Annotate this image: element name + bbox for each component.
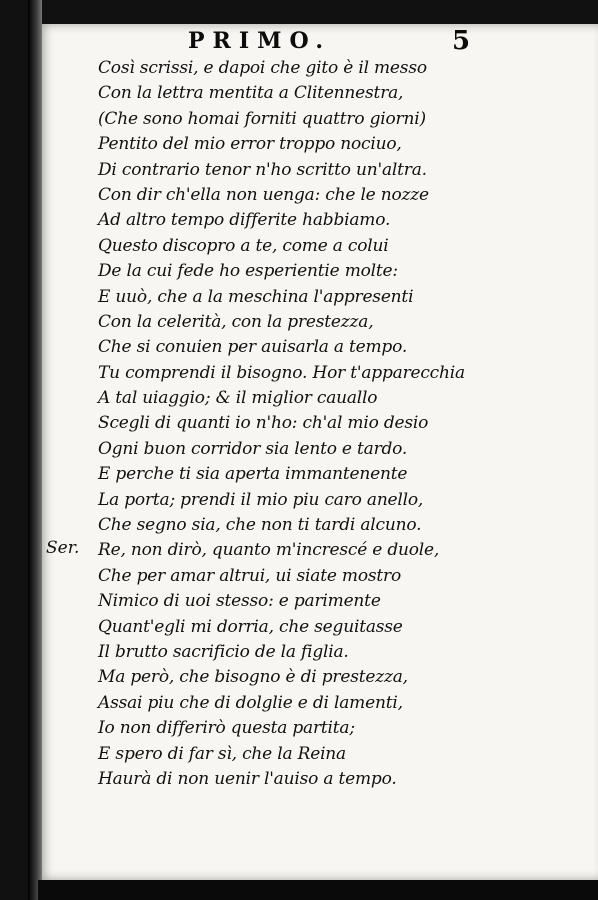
verse-line: Con dir ch'ella non uenga: che le nozze — [98, 184, 429, 205]
verse-line: E uuò, che a la meschina l'appresenti — [98, 286, 414, 307]
verse-line: Ma però, che bisogno è di prestezza, — [98, 667, 408, 688]
verse-line: Di contrario tenor n'ho scritto un'altra. — [98, 159, 427, 180]
verse-line: De la cui fede ho esperientie molte: — [98, 261, 398, 282]
verse-line: Con la celerità, con la prestezza, — [98, 311, 374, 332]
verse-line: (Che sono homai forniti quattro giorni) — [98, 108, 426, 129]
verse-block — [98, 56, 578, 792]
running-title: PRIMO. — [188, 28, 332, 54]
page-header — [0, 26, 598, 56]
verse-line: Tu comprendi il bisogno. Hor t'apparecchia — [98, 362, 465, 383]
verse-line: Il brutto sacrificio de la figlia. — [98, 641, 349, 662]
verse-line: Con la lettra mentita a Clitennestra, — [98, 83, 404, 104]
verse-line: Nimico di uoi stesso: e parimente — [98, 591, 381, 612]
verse-line: Assai piu che di dolglie e di lamenti, — [98, 692, 403, 713]
verse-line: Che si conuien per auisarla a tempo. — [98, 337, 408, 358]
verse-line: Scegli di quanti io n'ho: ch'al mio desio — [98, 413, 429, 434]
verse-line: A tal uiaggio; & il miglior cauallo — [98, 388, 378, 409]
verse-line: Pentito del mio error troppo nociuo, — [98, 134, 402, 155]
page-number: 5 — [452, 26, 471, 56]
verse-line: Re, non dirò, quanto m'increscé e duole, — [98, 540, 440, 561]
verse-line: Ad altro tempo differite habbiamo. — [98, 210, 391, 231]
verse-line: Che per amar altrui, ui siate mostro — [98, 565, 401, 586]
verse-line: Haurà di non uenir l'auiso a tempo. — [98, 768, 397, 789]
verse-line: Io non differirò questa partita; — [98, 718, 355, 739]
book-gutter — [28, 0, 42, 900]
verse-line: Così scrissi, e dapoi che gito è il messo — [98, 58, 427, 78]
verse-line: Che segno sia, che non ti tardi alcuno. — [98, 515, 422, 536]
page-bottom-edge — [38, 880, 598, 900]
verse-line: E perche ti sia aperta immantenente — [98, 464, 408, 485]
verse-line: Ogni buon corridor sia lento e tardo. — [98, 438, 408, 459]
verse-line: Questo discopro a te, come a colui — [98, 235, 389, 256]
speaker-label: Ser. — [46, 538, 80, 558]
verse-line: E spero di far sì, che la Reina — [98, 743, 346, 764]
verse-line: Quant'egli mi dorria, che seguitasse — [98, 616, 403, 637]
verse-line: La porta; prendi il mio piu caro anello, — [98, 489, 424, 510]
